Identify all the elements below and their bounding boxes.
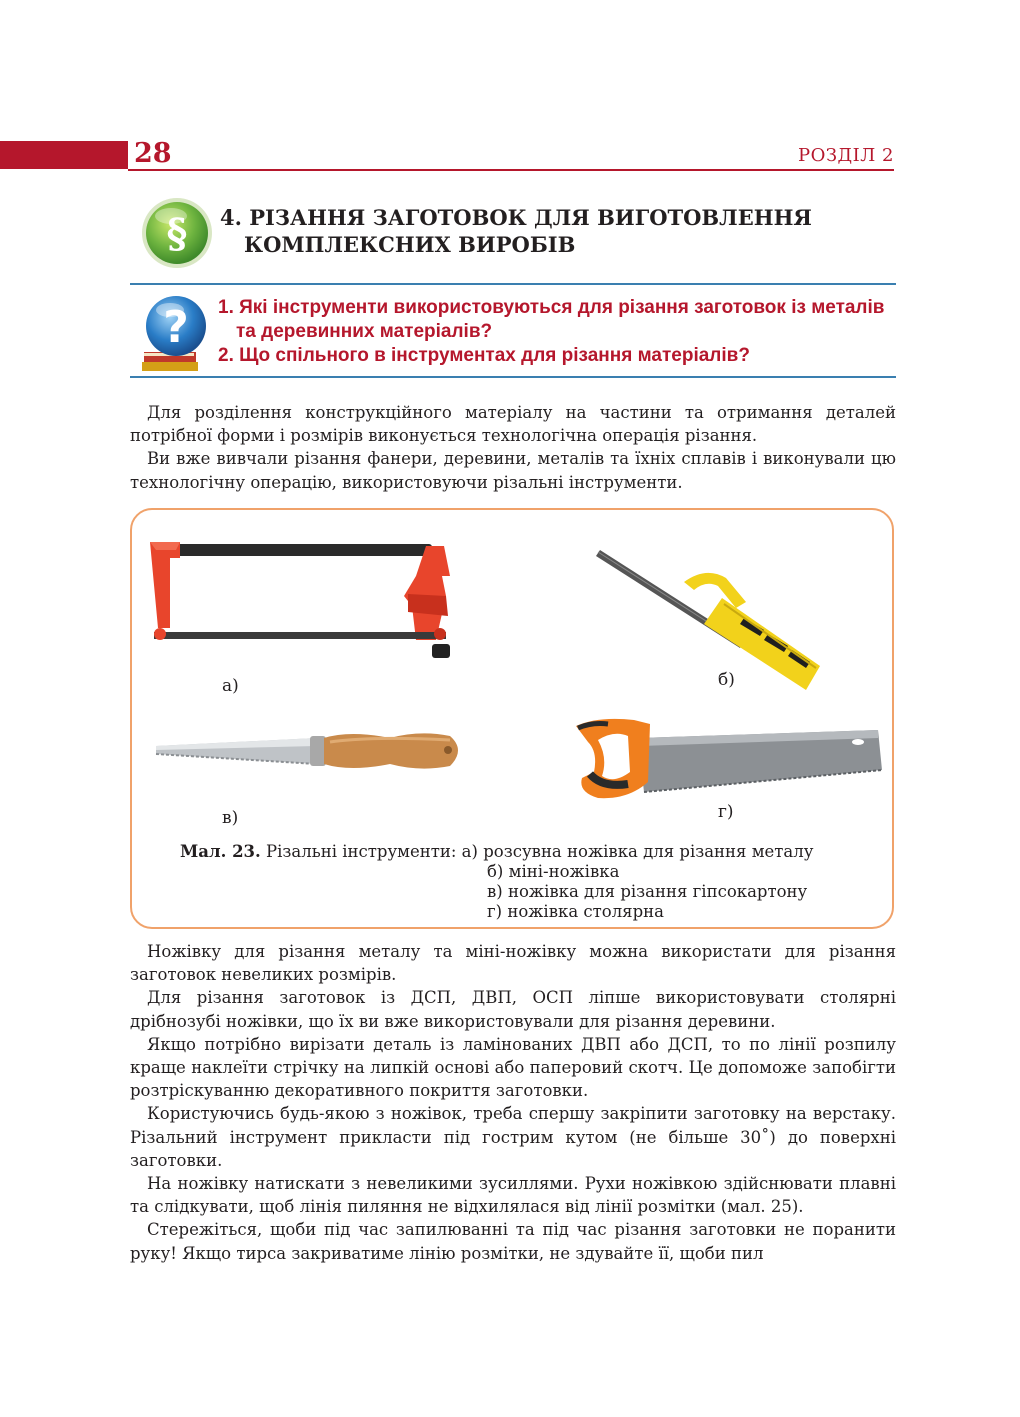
paragraph-sign-icon — [140, 196, 214, 270]
svg-text:?: ? — [163, 302, 189, 353]
carpenter-saw-image — [568, 712, 884, 804]
metal-hacksaw-image — [146, 536, 466, 676]
questions-block — [218, 296, 884, 368]
intro-paragraph: Для розділення конструкційного матеріалу на частини та отримання деталей потрібної форми і розмірів виконується технологічна операція різання. — [130, 403, 896, 446]
topic-title-line2: КОМПЛЕКСНИХ ВИРОБІВ — [244, 232, 576, 257]
caption-text: Різальні інструменти: а) розсувна ножівка для різання металу — [266, 842, 814, 861]
header-rule — [128, 169, 894, 171]
figure-label-a: а) — [222, 676, 239, 696]
body-paragraph: Користуючись будь-якою з ножівок, треба спершу закріпити заготовку на верстаку. Різальний інструмент прикласти під гострим кутом (не більше 30˚) до поверхні заготовки. — [130, 1104, 896, 1170]
body-paragraph: Стережіться, щоби під час запилюванні та під час різання заготовки не поранити руку! Якщо тирса закриватиме лінію розмітки, не здувайте її, щоби пил — [130, 1220, 896, 1263]
header-color-bar — [0, 141, 128, 169]
caption-line-4: г) ножівка столярна — [487, 902, 664, 921]
body-paragraph: Ножівку для різання металу та міні-ножівку можна використати для різання заготовок невеликих розмірів. — [130, 942, 896, 985]
question-mark-icon — [140, 290, 218, 376]
topic-title — [220, 204, 812, 258]
question-1-line1: 1. Які інструменти використовуються для різання заготовок із металів — [218, 297, 885, 318]
body-text — [130, 940, 896, 1265]
body-paragraph: Для різання заготовок із ДСП, ДВП, ОСП ліпше використовувати столярні дрібнозубі ножівки, що їх ви вже використовували для різання деревини. — [130, 988, 896, 1031]
body-paragraph: На ножівку натискати з невеликими зусиллями. Рухи ножівкою здійснювати плавні та слідкувати, щоб лінія пиляння не відхилялася від лінії розмітки (мал. 25). — [130, 1174, 896, 1217]
caption-line-1 — [180, 842, 813, 862]
questions-bottom-rule — [130, 376, 896, 378]
section-label: РОЗДІЛ 2 — [797, 145, 894, 166]
page-number: 28 — [134, 138, 172, 169]
figure-label-b: б) — [718, 670, 735, 690]
figure-label-g: г) — [718, 802, 734, 822]
intro-paragraph: Ви вже вивчали різання фанери, деревини, металів та їхніх сплавів і виконували цю технологічну операцію, використовуючи різальні інструменти. — [130, 449, 896, 492]
figure-caption — [180, 842, 813, 922]
caption-line-2: б) міні-ножівка — [487, 862, 620, 881]
svg-text:§: § — [166, 210, 188, 257]
drywall-saw-image — [150, 724, 470, 784]
question-1-line2: та деревинних матеріалів? — [236, 321, 493, 342]
intro-text — [130, 401, 896, 494]
topic-title-line1: 4. РІЗАННЯ ЗАГОТОВОК ДЛЯ ВИГОТОВЛЕННЯ — [220, 205, 812, 230]
body-paragraph: Якщо потрібно вирізати деталь із ламінованих ДВП або ДСП, то по лінії розпилу краще наклеїти стрічку на липкій основі або паперовий скотч. Це допоможе запобігти розтріскуванню декоративного покриття заготовки. — [130, 1034, 896, 1101]
mini-hacksaw-image — [594, 542, 834, 692]
figure-label-v: в) — [222, 808, 239, 828]
caption-line-3: в) ножівка для різання гіпсокартону — [487, 882, 808, 901]
question-2: 2. Що спільного в інструментах для різання матеріалів? — [218, 345, 750, 366]
questions-top-rule — [130, 283, 896, 285]
caption-number: Мал. 23. — [180, 842, 261, 861]
